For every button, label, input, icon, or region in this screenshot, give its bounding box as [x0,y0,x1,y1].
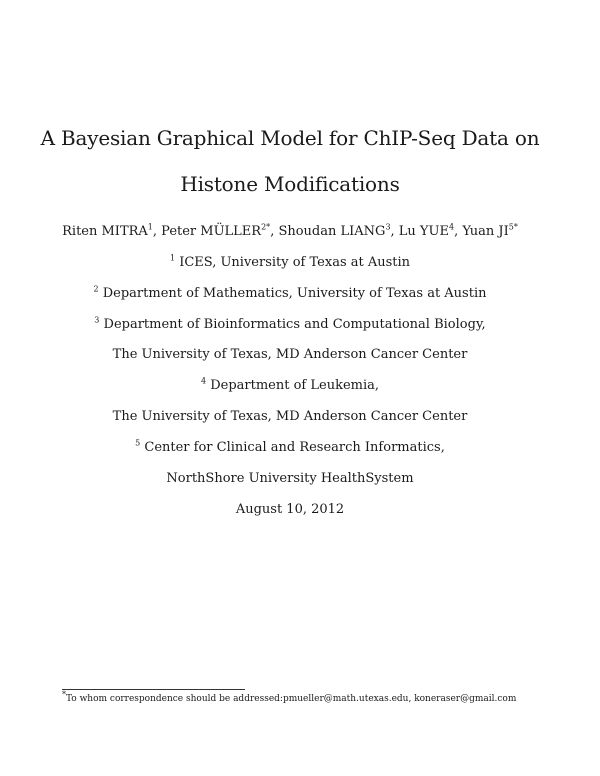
affiliation-text: Department of Leukemia, [210,378,380,393]
affiliation-3-line-2: The University of Texas, MD Anderson Cancer Center [112,347,468,362]
affiliation-2 [0,286,580,301]
affiliation-4 [0,378,580,393]
author-name: Riten MITRA [62,224,148,239]
affiliation-4-line-2: The University of Texas, MD Anderson Cancer Center [112,409,468,424]
author-affiliation-mark: 3 [385,222,391,232]
author-name: Lu YUE [398,224,449,239]
author-name: Peter MÜLLER [161,224,262,239]
paper-title-line-2: Histone Modifications [180,172,400,196]
author-affiliation-mark: 2* [261,222,271,232]
affiliation-5-line-2: NorthShore University HealthSystem [166,471,414,486]
affiliation-mark: 3 [94,315,100,325]
footnote-text: To whom correspondence should be addressed:pmueller@math.utexas.edu, koneraser@gmail.com [66,694,517,704]
publication-date: August 10, 2012 [235,502,345,517]
author-separator: , [390,224,399,239]
affiliation-mark: 4 [200,376,207,386]
affiliation-mark: 1 [169,253,176,263]
affiliation-text: Department of Mathematics, University of Texas at Austin [102,286,487,301]
author-separator: , [270,224,279,239]
author-name: Shoudan LIANG [278,224,386,239]
footnote-mark: * [62,690,66,699]
author-name: Yuan JI [462,224,509,239]
affiliation-text: Department of Bioinformatics and Computational Biology, [103,317,486,332]
affiliation-mark: 2 [93,284,99,294]
author-affiliation-mark: 4 [448,222,455,232]
footnote-divider [62,689,245,690]
author-separator: , [454,224,463,239]
affiliation-text: ICES, University of Texas at Austin [179,255,411,270]
author-affiliation-mark: 5* [508,222,518,232]
affiliation-text: Center for Clinical and Research Informatics, [144,440,445,455]
author-affiliation-mark: 1 [147,222,153,232]
author-list [0,224,580,239]
affiliation-1 [0,255,580,270]
affiliation-5 [0,440,580,455]
correspondence-footnote [62,690,517,704]
paper-title-line-1: A Bayesian Graphical Model for ChIP-Seq Data on [40,126,540,150]
affiliation-mark: 5 [135,438,141,448]
affiliation-3 [0,317,580,332]
author-separator: , [152,224,162,239]
